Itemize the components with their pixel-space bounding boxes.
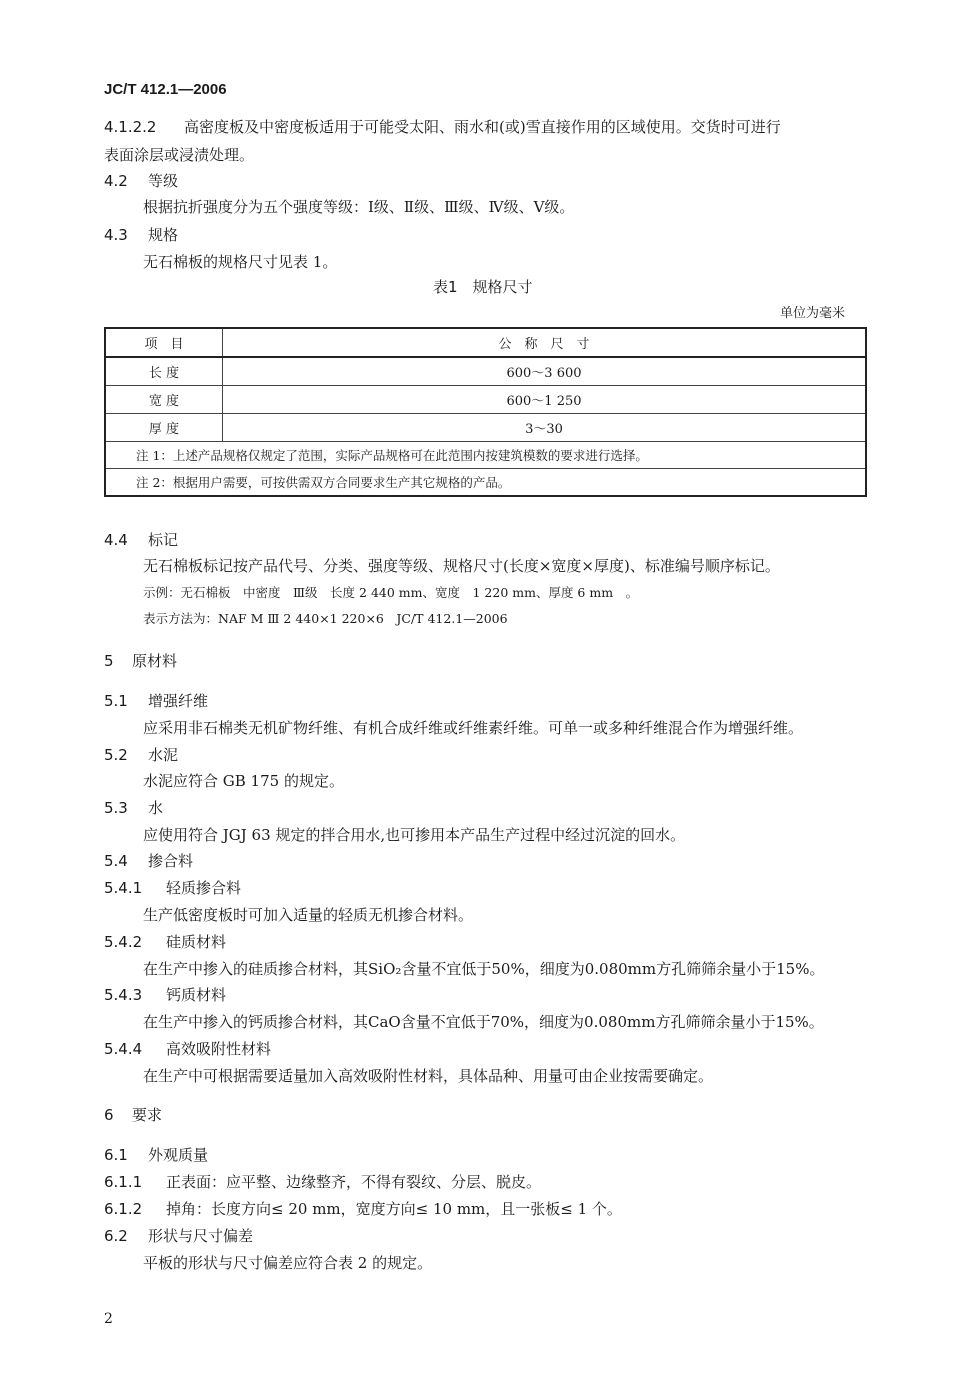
section-title: 水 <box>148 799 164 817</box>
section-number: 4.3 <box>104 226 128 244</box>
header-item: 项 目 <box>105 328 223 357</box>
section-number: 4.4 <box>104 531 128 549</box>
document-code: JC/T 412.1—2006 <box>104 81 227 98</box>
section-4-4-heading <box>104 530 178 550</box>
chapter-title: 原材料 <box>132 652 178 670</box>
clause-6-1-1 <box>104 1172 541 1192</box>
row-size: 600～3 600 <box>223 357 867 386</box>
clause-number: 4.1.2.2 <box>104 118 157 136</box>
section-6-2-text: 平板的形状与尺寸偏差应符合表 2 的规定。 <box>143 1254 433 1272</box>
section-5-3-heading <box>104 798 163 818</box>
section-title: 标记 <box>148 531 179 549</box>
section-title: 增强纤维 <box>148 692 209 710</box>
clause-6-1-2 <box>104 1199 622 1219</box>
section-title: 等级 <box>148 172 179 190</box>
clause-title: 高效吸附性材料 <box>166 1040 272 1058</box>
clause-5-4-2-heading <box>104 932 226 952</box>
table-note-row <box>105 469 866 497</box>
table-row <box>105 386 866 414</box>
section-4-4-text: 无石棉板标记按产品代号、分类、强度等级、规格尺寸(长度×宽度×厚度)、标准编号顺序标记。 <box>143 557 780 575</box>
clause-5-4-1-heading <box>104 878 241 898</box>
section-number: 5.4 <box>104 852 128 870</box>
clause-text: 高密度板及中密度板适用于可能受太阳、雨水和(或)雪直接作用的区域使用。交货时可进行 <box>184 118 781 136</box>
clause-number: 6.1.2 <box>104 1200 143 1218</box>
section-number: 4.2 <box>104 172 128 190</box>
chapter-title: 要求 <box>132 1106 163 1124</box>
section-6-1-heading <box>104 1145 208 1165</box>
marking-example: 示例：无石棉板 中密度 Ⅲ级 长度 2 440 mm、宽度 1 220 mm、厚度 6 mm 。 <box>143 585 639 600</box>
clause-text: 掉角：长度方向≤ 20 mm，宽度方向≤ 10 mm，且一张板≤ 1 个。 <box>166 1200 622 1218</box>
section-5-2-text: 水泥应符合 GB 175 的规定。 <box>143 772 344 790</box>
clause-title: 钙质材料 <box>166 986 227 1004</box>
chapter-6-heading <box>104 1105 162 1125</box>
section-title: 形状与尺寸偏差 <box>148 1227 254 1245</box>
row-size: 600～1 250 <box>223 386 867 414</box>
chapter-number: 6 <box>104 1106 114 1124</box>
clause-5-4-3-heading <box>104 985 226 1005</box>
section-6-2-heading <box>104 1226 253 1246</box>
section-number: 6.2 <box>104 1227 128 1245</box>
section-number: 5.2 <box>104 746 128 764</box>
page-number: 2 <box>104 1311 113 1327</box>
clause-number: 5.4.1 <box>104 879 143 897</box>
table-row <box>105 357 866 386</box>
clause-4-1-2-2-line-2: 表面涂层或浸渍处理。 <box>104 146 255 164</box>
section-title: 水泥 <box>148 746 179 764</box>
chapter-5-heading <box>104 651 177 671</box>
table-caption: 表1 规格尺寸 <box>433 278 533 296</box>
row-item: 宽 度 <box>105 386 223 414</box>
table-row <box>105 414 866 442</box>
clause-5-4-2-text: 在生产中掺入的硅质掺合材料，其SiO₂含量不宜低于50%，细度为0.080mm方孔筛筛余量小于15%。 <box>143 960 825 978</box>
clause-title: 硅质材料 <box>166 933 227 951</box>
section-title: 外观质量 <box>148 1146 209 1164</box>
chapter-number: 5 <box>104 652 114 670</box>
section-5-4-heading <box>104 851 193 871</box>
section-number: 6.1 <box>104 1146 128 1164</box>
section-5-1-text: 应采用非石棉类无机矿物纤维、有机合成纤维或纤维素纤维。可单一或多种纤维混合作为增强纤维。 <box>143 719 804 737</box>
table-header-row <box>105 328 866 357</box>
table-note-2: 注 2：根据用户需要，可按供需双方合同要求生产其它规格的产品。 <box>105 469 866 497</box>
clause-number: 5.4.2 <box>104 933 143 951</box>
header-size: 公 称 尺 寸 <box>223 328 867 357</box>
clause-number: 5.4.3 <box>104 986 143 1004</box>
section-4-2-text: 根据抗折强度分为五个强度等级：Ⅰ级、Ⅱ级、Ⅲ级、Ⅳ级、Ⅴ级。 <box>143 198 575 216</box>
section-title: 掺合料 <box>148 852 194 870</box>
clause-number: 6.1.1 <box>104 1173 143 1191</box>
clause-5-4-1-text: 生产低密度板时可加入适量的轻质无机掺合材料。 <box>143 906 474 924</box>
clause-text: 正表面：应平整、边缘整齐，不得有裂纹、分层、脱皮。 <box>166 1173 542 1191</box>
table-unit: 单位为毫米 <box>780 306 846 321</box>
clause-5-4-3-text: 在生产中掺入的钙质掺合材料，其CaO含量不宜低于70%，细度为0.080mm方孔筛筛余量小于15%。 <box>143 1013 824 1031</box>
section-5-3-text: 应使用符合 JGJ 63 规定的拌合用水,也可掺用本产品生产过程中经过沉淀的回水。 <box>143 826 686 844</box>
row-item: 长 度 <box>105 357 223 386</box>
section-5-1-heading <box>104 691 208 711</box>
section-number: 5.1 <box>104 692 128 710</box>
section-5-2-heading <box>104 745 178 765</box>
section-4-3-heading <box>104 225 178 245</box>
section-4-3-text: 无石棉板的规格尺寸见表 1。 <box>143 253 338 271</box>
clause-5-4-4-heading <box>104 1039 271 1059</box>
clause-number: 5.4.4 <box>104 1040 143 1058</box>
spec-table <box>104 327 867 497</box>
table-note-row <box>105 442 866 469</box>
clause-4-1-2-2-line-1 <box>104 117 781 137</box>
row-item: 厚 度 <box>105 414 223 442</box>
clause-5-4-4-text: 在生产中可根据需要适量加入高效吸附性材料，具体品种、用量可由企业按需要确定。 <box>143 1067 714 1085</box>
clause-title: 轻质掺合料 <box>166 879 242 897</box>
table-note-1: 注 1：上述产品规格仅规定了范围，实际产品规格可在此范围内按建筑模数的要求进行选择。 <box>105 442 866 469</box>
section-4-2-heading <box>104 171 178 191</box>
section-number: 5.3 <box>104 799 128 817</box>
row-size: 3～30 <box>223 414 867 442</box>
marking-notation: 表示方法为：NAF M Ⅲ 2 440×1 220×6 JC/T 412.1—2006 <box>143 611 508 626</box>
section-title: 规格 <box>148 226 179 244</box>
